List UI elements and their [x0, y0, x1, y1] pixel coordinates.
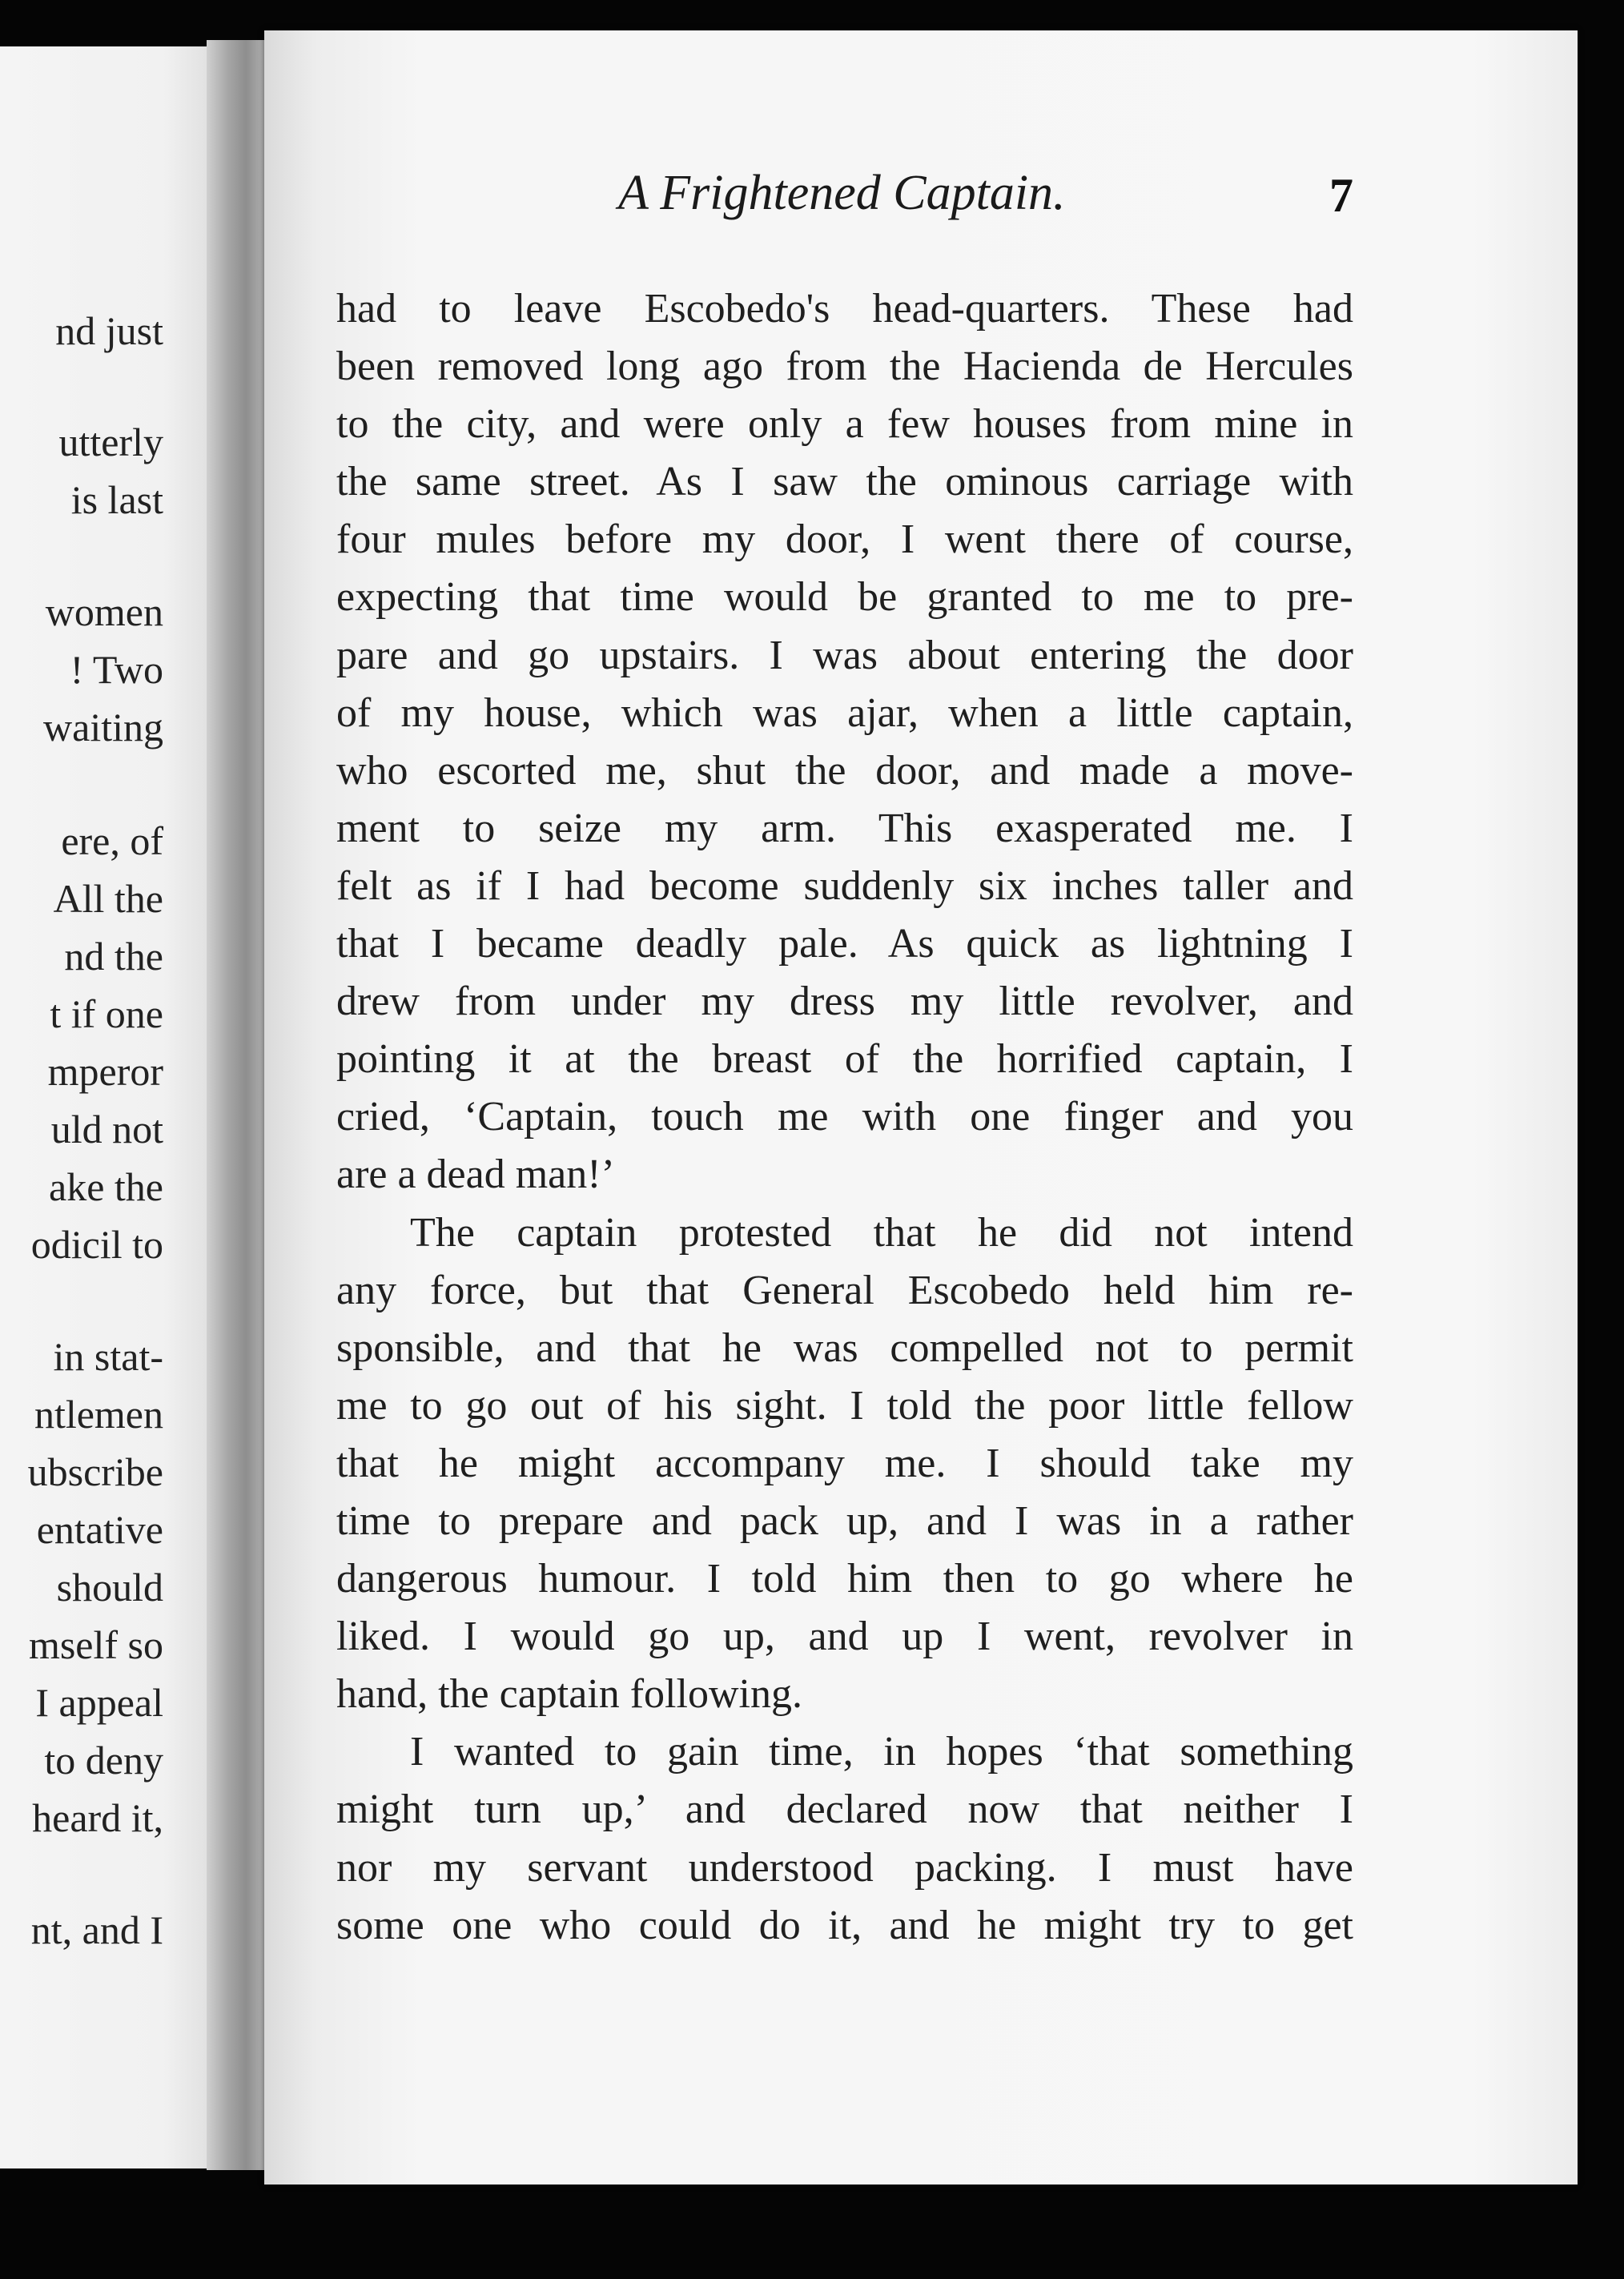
left-page-fragment: ntlemen	[34, 1392, 163, 1437]
text-line: me to go out of his sight. I told the poor little fellow	[336, 1382, 1353, 1429]
text-line: some one who could do it, and he might try to get	[336, 1902, 1353, 1948]
left-page-fragment: waiting	[43, 705, 163, 750]
text-line: dangerous humour. I told him then to go where he	[336, 1556, 1353, 1602]
paragraph-first-line: I wanted to gain time, in hopes ‘that something	[410, 1729, 1353, 1775]
left-page-fragment: uld not	[50, 1107, 163, 1152]
left-page-fragment: ubscribe	[27, 1449, 163, 1494]
page-header	[336, 165, 1353, 229]
left-page-fragment: entative	[36, 1507, 163, 1552]
text-line: felt as if I had become suddenly six inches taller and	[336, 862, 1353, 909]
text-line: that he might accompany me. I should take my	[336, 1440, 1353, 1486]
left-page-fragment: in stat-	[53, 1334, 163, 1379]
text-line: are a dead man!’	[336, 1152, 615, 1198]
left-page-fragment: nd the	[64, 934, 163, 979]
body-text	[336, 280, 1353, 1955]
left-page-fragment: mperor	[47, 1049, 163, 1094]
left-page-fragment: ere, of	[61, 818, 163, 863]
text-line: time to prepare and pack up, and I was in a rather	[336, 1497, 1353, 1544]
text-line: to the city, and were only a few houses from mine in	[336, 401, 1353, 448]
left-page-fragment: odicil to	[30, 1222, 163, 1267]
left-page-fragment: women	[45, 589, 163, 634]
left-page-fragment: ake the	[49, 1164, 163, 1209]
running-title: A Frightened Captain.	[618, 166, 1066, 220]
text-line: liked. I would go up, and up I went, revolver in	[336, 1614, 1353, 1660]
text-line: any force, but that General Escobedo held him re-	[336, 1267, 1353, 1313]
text-line: been removed long ago from the Hacienda de Hercules	[336, 344, 1353, 390]
text-line: pare and go upstairs. I was about entering the door	[336, 632, 1353, 678]
paragraph-first-line: The captain protested that he did not intend	[410, 1209, 1353, 1256]
left-page-fragment: I appeal	[35, 1680, 163, 1725]
text-line: four mules before my door, I went there of course,	[336, 516, 1353, 563]
left-page-fragment: ! Two	[70, 647, 163, 692]
text-line: cried, ‘Captain, touch me with one finger and you	[336, 1094, 1353, 1140]
text-line: sponsible, and that he was compelled not to permit	[336, 1324, 1353, 1371]
left-page-fragment: utterly	[58, 420, 163, 464]
left-page-fragment: heard it,	[32, 1795, 163, 1840]
text-line: who escorted me, shut the door, and made a move-	[336, 747, 1353, 794]
left-page-fragment: to deny	[44, 1738, 163, 1783]
left-page-fragment: mself so	[28, 1622, 163, 1667]
text-line: drew from under my dress my little revolver, and	[336, 979, 1353, 1025]
left-page	[0, 46, 234, 2168]
text-line: pointing it at the breast of the horrified captain, I	[336, 1036, 1353, 1083]
page-number: 7	[1329, 169, 1353, 222]
text-line: ment to seize my arm. This exasperated me. I	[336, 805, 1353, 851]
text-line: hand, the captain following.	[336, 1671, 802, 1718]
left-page-fragment: is last	[70, 477, 163, 522]
left-page-fragment: t if one	[50, 991, 163, 1036]
text-line: the same street. As I saw the ominous carriage with	[336, 459, 1353, 505]
left-page-fragment: All the	[53, 876, 163, 921]
text-line: had to leave Escobedo's head-quarters. These had	[336, 286, 1353, 332]
text-line: that I became deadly pale. As quick as lightning I	[336, 921, 1353, 967]
text-line: expecting that time would be granted to me to pre-	[336, 574, 1353, 621]
text-line: might turn up,’ and declared now that neither I	[336, 1787, 1353, 1833]
left-page-fragment: should	[56, 1565, 163, 1610]
text-line: nor my servant understood packing. I must have	[336, 1844, 1353, 1891]
left-page-fragment: nd just	[55, 308, 163, 353]
text-line: of my house, which was ajar, when a little captain,	[336, 689, 1353, 736]
left-page-fragment: nt, and I	[30, 1907, 163, 1952]
